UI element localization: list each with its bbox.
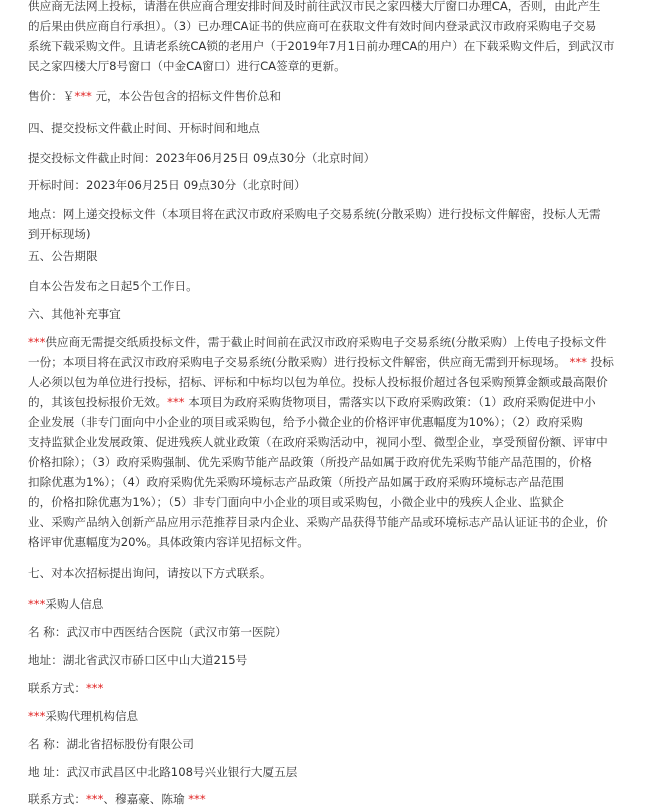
text-segment: 一份；本项目将在武汉市政府采购电子交易系统(分散采购）进行投标文件解密，供应商无需到开标现场。 — [28, 355, 566, 369]
section-heading-6: 六、其他补充事宜 — [28, 307, 121, 321]
price-prefix: 售价：￥ — [28, 89, 75, 103]
redacted-mask: *** — [28, 597, 46, 611]
text-line: 的后果由供应商自行承担）。（3）已办理CA证书的供应商可在获取文件有效时间内登录武汉市政府采购电子交易 — [28, 19, 597, 33]
redacted-mask: *** — [188, 792, 206, 806]
text-segment: 投标 — [586, 355, 614, 369]
notice-period-text: 自本公告发布之日起5个工作日。 — [28, 279, 198, 293]
text-line — [28, 352, 632, 372]
text-line: 民之家四楼大厅8号窗口（中金CA窗口）进行CA签章的更新。 — [28, 59, 346, 73]
redacted-mask: *** — [28, 709, 46, 723]
text-line — [28, 332, 632, 352]
purchaser-contact — [28, 678, 632, 698]
text-segment: 供应商无需提交纸质投标文件，需于截止时间前在武汉市政府采购电子交易系统(分散采购）上传电子投标文件 — [45, 335, 607, 349]
purchaser-address: 地址：湖北省武汉市硚口区中山大道215号 — [28, 653, 248, 667]
redacted-mask: *** — [569, 355, 587, 369]
text-segment: 采购代理机构信息 — [45, 709, 139, 723]
text-line: 地点：网上递交投标文件（本项目将在武汉市政府采购电子交易系统(分散采购）进行投标文件解密，投标人无需 — [28, 207, 601, 221]
text-line: 的，价格扣除优惠为1%）；（5）非专门面向中小企业的项目或采购包，小微企业中的残疾人企业、监狱企 — [28, 495, 564, 509]
text-line: 价格扣除）；（3）政府采购强制、优先采购节能产品政策（所投产品如属于政府优先采购节能产品范围的，价格 — [28, 455, 592, 469]
redacted-mask: *** — [28, 335, 46, 349]
redacted-mask: *** — [85, 681, 104, 695]
text-segment: 、穆嘉豪、陈瑜 — [103, 792, 189, 806]
text-line: 支持监狱企业发展政策、促进残疾人就业政策（在政府采购活动中，视同小型、微型企业，享受预留份额、评审中 — [28, 435, 608, 449]
section-heading-4: 四、提交投标文件截止时间、开标时间和地点 — [28, 121, 260, 135]
agency-contact — [28, 789, 632, 809]
redacted-mask: *** — [74, 89, 92, 103]
location-paragraph — [28, 204, 632, 244]
text-line: 格评审优惠幅度为20%。具体政策内容详见招标文件。 — [28, 535, 309, 549]
text-line — [28, 392, 632, 412]
text-line: 供应商无法网上投标，请潜在供应商合理安排时间及时前往武汉市民之家四楼大厅窗口办理CA，否则，由此产生 — [28, 0, 601, 13]
section-heading-5: 五、公告期限 — [28, 249, 98, 263]
text-segment: 采购人信息 — [45, 597, 104, 611]
text-line: 业、采购产品纳入创新产品应用示范推荐目录内企业、采购产品获得节能产品或环境标志产品认证证书的企业，价 — [28, 515, 608, 529]
submission-deadline: 提交投标文件截止时间：2023年06月25日 09点30分（北京时间） — [28, 151, 376, 165]
text-segment: 的，其该包投标报价无效。 — [28, 395, 168, 409]
opening-time: 开标时间：2023年06月25日 09点30分（北京时间） — [28, 178, 306, 192]
agency-name: 名 称：湖北省招标股份有限公司 — [28, 737, 194, 751]
price-suffix: 元，本公告包含的招标文件售价总和 — [91, 89, 281, 103]
text-segment: 本项目为政府采购货物项目，需落实以下政府采购政策：（1）政府采购促进中小 — [184, 395, 596, 409]
text-line: 到开标现场) — [28, 227, 91, 241]
agency-address: 地 址：武汉市武昌区中北路108号兴业银行大厦五层 — [28, 765, 298, 779]
text-segment: 联系方式： — [28, 681, 86, 695]
price-line — [28, 86, 632, 106]
purchaser-heading — [28, 594, 632, 614]
section-heading-7: 七、对本次招标提出询问，请按以下方式联系。 — [28, 566, 272, 580]
text-line: 扣除优惠为1%）；（4）政府采购优先采购环境标志产品政策（所投产品如属于政府采购环境标志产品范围 — [28, 475, 564, 489]
text-segment: 联系方式： — [28, 792, 86, 806]
supplement-paragraph — [28, 332, 632, 552]
text-line: 企业发展（非专门面向中小企业的项目或采购包，给予小微企业的价格评审优惠幅度为10%）；（2）政府采购 — [28, 415, 583, 429]
agency-heading — [28, 706, 632, 726]
redacted-mask: *** — [167, 395, 185, 409]
text-line: 系统下载采购文件。且请老系统CA锁的老用户（于2019年7月1日前办理CA的用户）在下载采购文件后，到武汉市 — [28, 39, 615, 53]
ca-instructions-paragraph — [28, 0, 632, 76]
text-line: 人必须以包为单位进行投标，招标、评标和中标均以包为单位。投标人投标报价超过各包采购预算金额或最高限价 — [28, 375, 608, 389]
purchaser-name: 名 称：武汉市中西医结合医院（武汉市第一医院） — [28, 625, 287, 639]
redacted-mask: *** — [85, 792, 104, 806]
